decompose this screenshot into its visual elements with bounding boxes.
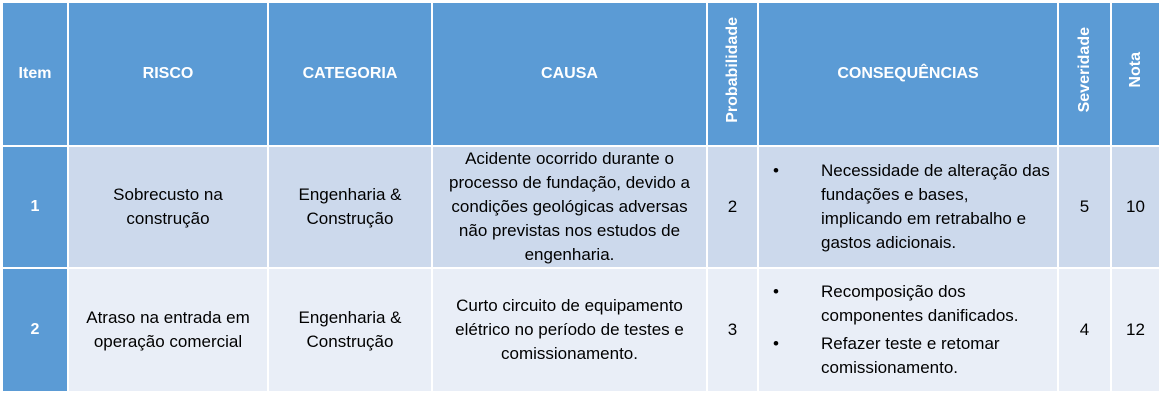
consequence-text: Refazer teste e retomar comissionamento. (821, 334, 1000, 377)
header-categoria: CATEGORIA (268, 2, 432, 146)
cell-risco: Sobrecusto na construção (68, 146, 268, 268)
cell-causa: Curto circuito de equipamento elétrico no período de testes e comissionamento. (432, 268, 707, 392)
cell-categoria: Engenharia & Construção (268, 146, 432, 268)
header-severidade-label: Severidade (1075, 27, 1093, 113)
risk-matrix-table (1, 1, 1161, 393)
table-row (2, 268, 1160, 392)
header-probabilidade (707, 2, 758, 146)
header-severidade (1058, 2, 1111, 146)
cell-consequencias (758, 146, 1058, 268)
cell-consequencias (758, 268, 1058, 392)
consequence-text: Recomposição dos componentes danificados. (821, 282, 1019, 325)
cell-item: 2 (2, 268, 68, 392)
list-item (765, 332, 1051, 380)
bullet-icon: • (773, 334, 779, 353)
header-consequencias: CONSEQUÊNCIAS (758, 2, 1058, 146)
table-row (2, 146, 1160, 268)
cell-severidade: 4 (1058, 268, 1111, 392)
header-nota (1111, 2, 1160, 146)
header-causa: CAUSA (432, 2, 707, 146)
cell-nota: 10 (1111, 146, 1160, 268)
cell-risco: Atraso na entrada em operação comercial (68, 268, 268, 392)
consequences-list (765, 280, 1051, 380)
header-row (2, 2, 1160, 146)
cell-probabilidade: 3 (707, 268, 758, 392)
bullet-icon: • (773, 161, 779, 180)
consequences-list (765, 159, 1051, 255)
header-probabilidade-label: Probabilidade (723, 17, 741, 123)
cell-categoria: Engenharia & Construção (268, 268, 432, 392)
cell-severidade: 5 (1058, 146, 1111, 268)
consequence-text: Necessidade de alteração das fundações e bases, implicando em retrabalho e gastos adicionais. (821, 161, 1050, 252)
header-risco: RISCO (68, 2, 268, 146)
list-item (765, 280, 1051, 328)
header-nota-label: Nota (1126, 52, 1144, 88)
list-item (765, 159, 1051, 255)
bullet-icon: • (773, 282, 779, 301)
cell-probabilidade: 2 (707, 146, 758, 268)
cell-causa: Acidente ocorrido durante o processo de fundação, devido a condições geológicas adversas não previstas nos estudos de engenharia. (432, 146, 707, 268)
cell-nota: 12 (1111, 268, 1160, 392)
header-item: Item (2, 2, 68, 146)
cell-item: 1 (2, 146, 68, 268)
